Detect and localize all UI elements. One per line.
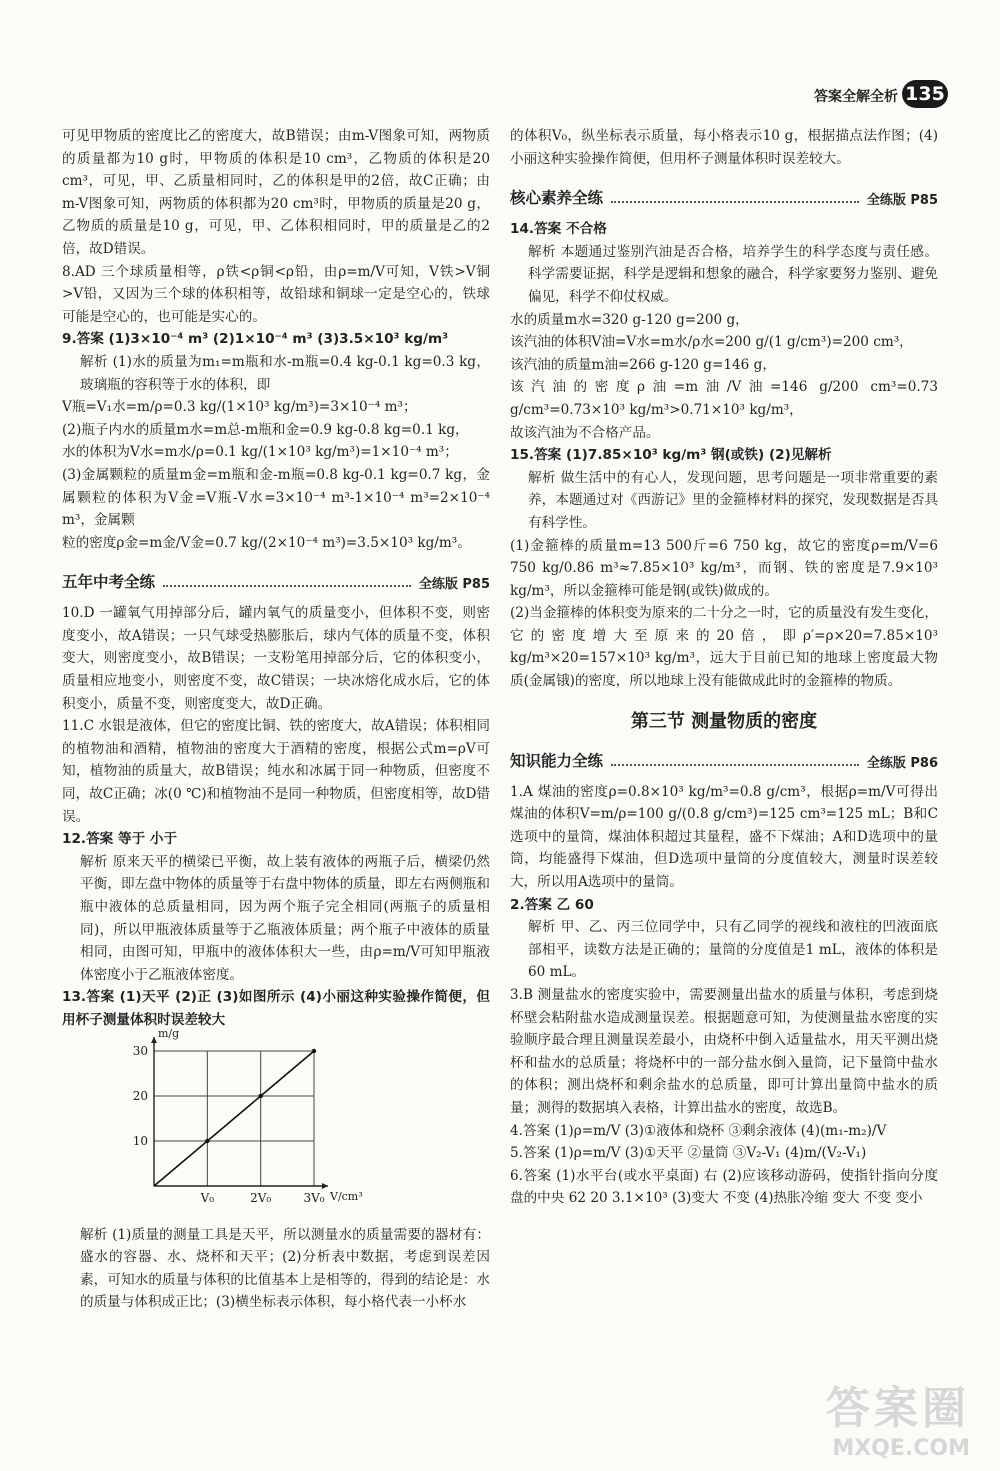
explanation-line: 解析 (1)水的质量为m₁=m瓶和水-m瓶=0.4 kg-0.1 kg=0.3 kg，玻璃瓶的容积等于水的体积，即 — [80, 353, 490, 393]
answer-14: 14.答案 不合格 — [510, 221, 607, 238]
answer-6: 6.答案 (1)水平台(或水平桌面) 右 (2)应该移动游码，使指针指向分度盘的中央 62 20 3.1×10³ (3)变大 不变 (4)热胀冷缩 变大 不变 变小 — [510, 1167, 938, 1207]
section-header — [510, 747, 938, 771]
answer-4: 4.答案 (1)ρ=m/V (3)①液体和烧杯 ③剩余液体 (4)(m₁-m₂)/V — [510, 1122, 887, 1139]
explanation-12: 解析 原来天平的横梁已平衡，故上装有液体的两瓶子后，横梁仍然平衡，即左盘中物体的质量等于右盘中物体的质量，即左右两侧瓶和瓶中液体的总质量相同，因为两个瓶子完全相同(两瓶子的质量相同)，所以甲瓶液体质量等于乙瓶液体质量；两个瓶子中液体的质量相同，由图可知，甲瓶中的液体体积大一些，由ρ=m/V可知甲瓶液体密度小于乙瓶液体密度。 — [80, 853, 490, 983]
formula-line: 该汽油的密度ρ油=m油/V油=146 g/200 cm³=0.73 g/cm³=0.73×10³ kg/m³>0.71×10³ kg/m³， — [510, 379, 938, 418]
right-column — [510, 125, 938, 1210]
page-header — [0, 70, 1000, 110]
formula-line: 水的体积为V水=m水/ρ=0.1 kg/(1×10³ kg/m³)=1×10⁻⁴ m³； — [62, 444, 458, 461]
explanation-line: (2)瓶子内水的质量m水=m总-m瓶和金=0.9 kg-0.8 kg=0.1 kg， — [62, 421, 469, 438]
explanation-line: (1)金箍棒的质量m=13 500斤=6 750 kg，故它的密度ρ=m/V=6 750 kg/0.86 m³≈7.85×10³ kg/m³，而钢、铁的密度是7.9×10³ kg/m³，所以金箍棒可能是钢(或铁)做成的。 — [510, 537, 938, 599]
explanation-14: 解析 本题通过鉴别汽油是否合格，培养学生的科学态度与责任感。科学需要证据，科学是逻辑和想象的融合，科学家要努力鉴别、避免偏见，科学不仰仗权威。 — [528, 243, 938, 305]
page-number: 135 — [902, 80, 948, 108]
conclusion-line: 故该汽油为不合格产品。 — [510, 424, 660, 441]
watermark-logo: 答案圈 — [826, 1383, 970, 1434]
answer-11: 11.C 水银是液体，但它的密度比铜、铁的密度大，故A错误；体积相同的植物油和酒精，植物油的密度大于酒精的密度，根据公式m=ρV可知，植物油的质量大，故B错误；纯水和冰属于同一种物质，但密度不同，故C正确；冰(0 ℃)和植物油不是同一种物质，但密度相等，故D错误。 — [62, 718, 490, 825]
y-axis-arrow — [151, 1037, 157, 1043]
section-header — [62, 568, 490, 592]
paragraph: 的体积V₀，纵坐标表示质量，每小格表示10 g，根据描点法作图；(4)小丽这种实验操作简便，但用杯子测量体积时误差较大。 — [510, 128, 938, 167]
formula-line: 该汽油的体积V油=V水=m水/ρ水=200 g/(1 g/cm³)=200 cm³， — [510, 334, 913, 351]
watermark-url: MXQE.COM — [832, 1436, 970, 1461]
section-ref: 全练版 P86 — [866, 755, 938, 771]
section-title: 五年中考全练 — [62, 573, 156, 592]
explanation-13: 解析 (1)质量的测量工具是天平，所以测量水的质量需要的器材有：盛水的容器、水、烧杯和天平；(2)分析表中数据，考虑到误差因素，可知水的质量与体积的比值基本上是相等的，得到的结论是：水的质量与体积成正比；(3)横坐标表示体积，每小格代表一小杯水 — [80, 1226, 490, 1311]
explanation-15: 解析 做生活中的有心人，发现问题，思考问题是一项非常重要的素养，本题通过对《西游记》里的金箍棒材料的探究，发现数据是否具有科学性。 — [528, 469, 938, 531]
x-axis-label: V/cm³ — [330, 1189, 363, 1203]
answer-15: 15.答案 (1)7.85×10³ kg/m³ 钢(或铁) (2)见解析 — [510, 447, 832, 464]
section-title: 核心素养全练 — [510, 189, 604, 208]
explanation-line: (3)金属颗粒的质量m金=m瓶和金-m瓶=0.8 kg-0.1 kg=0.7 kg，金属颗粒的体积为V金=V瓶-V水=3×10⁻⁴ m³-1×10⁻⁴ m³=2×10⁻⁴ m³，金属颗 — [62, 466, 490, 529]
y-tick-label: 10 — [132, 1133, 148, 1148]
formula-line: 粒的密度ρ金=m金/V金=0.7 kg/(2×10⁻⁴ m³)=3.5×10³ kg/m³。 — [62, 534, 471, 551]
answer-9: 9.答案 (1)3×10⁻⁴ m³ (2)1×10⁻⁴ m³ (3)3.5×10³ kg/m³ — [62, 331, 449, 348]
series-line — [154, 1051, 314, 1186]
y-axis-label: m/g — [158, 1026, 180, 1040]
dotted-divider — [163, 585, 411, 587]
formula-line: 该汽油的质量m油=266 g-120 g=146 g， — [510, 356, 776, 373]
paragraph: 可见甲物质的密度比乙的密度大，故B错误；由m-V图象可知，两物质的质量都为10 g时，甲物质的体积是10 cm³，乙物质的体积是20 cm³，可见，甲、乙质量相同时，乙的体积是甲的2倍，故C正确；由m-V图象可知，两物质的体积都为20 cm³时，甲物质的质量是20 g，乙物质的质量是10 g，可见，甲、乙体积相同时，甲的质量是乙的2倍，故D错误。 — [62, 128, 490, 257]
section-ref: 全练版 P85 — [418, 577, 490, 593]
answer-1: 1.A 煤油的密度ρ=0.8×10³ kg/m³=0.8 g/cm³，根据ρ=m/V可得出煤油的体积V=m/ρ=100 g/(0.8 g/cm³)=125 cm³=125 mL；B和C选项中的量筒，煤油体积超过其量程，盛不下煤油；A和D选项中的量筒，均能盛得下煤油，但D选项中量筒的分度值较大，测量时误差较大，所以用A选项中的量筒。 — [510, 783, 938, 891]
answer-5: 5.答案 (1)ρ=m/V (3)①天平 ②量筒 ③V₂-V₁ (4)m/(V₂-V₁) — [510, 1145, 867, 1162]
x-axis-arrow — [322, 1183, 328, 1189]
chapter-title: 第三节 测量物质的密度 — [630, 710, 818, 732]
dotted-divider — [611, 764, 859, 766]
left-column — [62, 125, 490, 1314]
section-title: 知识能力全练 — [510, 751, 604, 770]
mass-volume-chart — [114, 1026, 364, 1214]
x-tick-label: 2V₀ — [250, 1190, 272, 1205]
section-ref: 全练版 P85 — [866, 193, 938, 209]
formula-line: 水的质量m水=320 g-120 g=200 g， — [510, 311, 749, 328]
answer-10: 10.D 一罐氧气用掉部分后，罐内氧气的质量变小，但体积不变，则密度变小，故A错误；一只气球受热膨胀后，球内气体的质量不变，体积变大，则密度变小，故B错误；一支粉笔用掉部分后，它的体积变小，质量相应地变小，则密度不变，故C错误；一块冰熔化成水后，它的体积变小，质量不变，则密度变大，故D正确。 — [62, 605, 490, 712]
x-tick-label: V₀ — [200, 1190, 215, 1205]
section-header — [510, 184, 938, 208]
answer-2: 2.答案 乙 60 — [510, 896, 594, 913]
answer-12: 12.答案 等于 小于 — [62, 831, 178, 848]
data-point — [258, 1093, 262, 1097]
header-title: 答案全解全析 — [814, 89, 898, 105]
x-tick-label: 3V₀ — [303, 1190, 325, 1205]
answer-3: 3.B 测量盐水的密度实验中，需要测量出盐水的质量与体积，考虑到烧杯壁会粘附盐水造成测量误差。根据题意可知，为使测量盐水密度的实验顺序最合理且测量误差最小，由烧杯中倒入适量盐水，用天平测出烧杯和盐水的总质量；将烧杯中的一部分盐水倒入量筒，记下量筒中盐水的体积；测出烧杯和剩余盐水的总质量，即可计算出量筒中盐水的质量；测得的数据填入表格，计算出盐水的密度，故选B。 — [510, 987, 938, 1116]
answer-13: 13.答案 (1)天平 (2)正 (3)如图所示 (4)小丽这种实验操作简便，但用杯子测量体积时误差较大 — [62, 989, 490, 1028]
explanation-2: 解析 甲、乙、丙三位同学中，只有乙同学的视线和液柱的凹液面底部相平，读数方法是正确的；量筒的分度值是1 mL，液体的体积是60 mL。 — [528, 919, 938, 981]
watermark — [826, 1372, 970, 1461]
explanation-line: (2)当金箍棒的体积变为原来的二十分之一时，它的质量没有发生变化，它的密度增大至原来的20倍，即ρ′=ρ×20=7.85×10³ kg/m³×20=157×10³ kg/m³，远大于目前已知的地球上密度最大物质(金属锇)的密度，所以地球上没有能做成此时的金箍棒的物质。 — [510, 605, 938, 690]
y-tick-label: 20 — [132, 1088, 148, 1103]
data-point — [205, 1138, 209, 1142]
formula-line: V瓶=V₁水=m/ρ=0.3 kg/(1×10³ kg/m³)=3×10⁻⁴ m³； — [62, 399, 417, 416]
dotted-divider — [611, 201, 859, 203]
y-tick-label: 30 — [132, 1043, 148, 1058]
answer-8: 8.AD 三个球质量相等，ρ铁<ρ铜<ρ铅，由ρ=m/V可知，V铁>V铜>V铅，又因为三个球的体积相等，故铅球和铜球一定是空心的，铁球可能是空心的，也可能是实心的。 — [62, 263, 490, 325]
data-point — [312, 1048, 316, 1052]
